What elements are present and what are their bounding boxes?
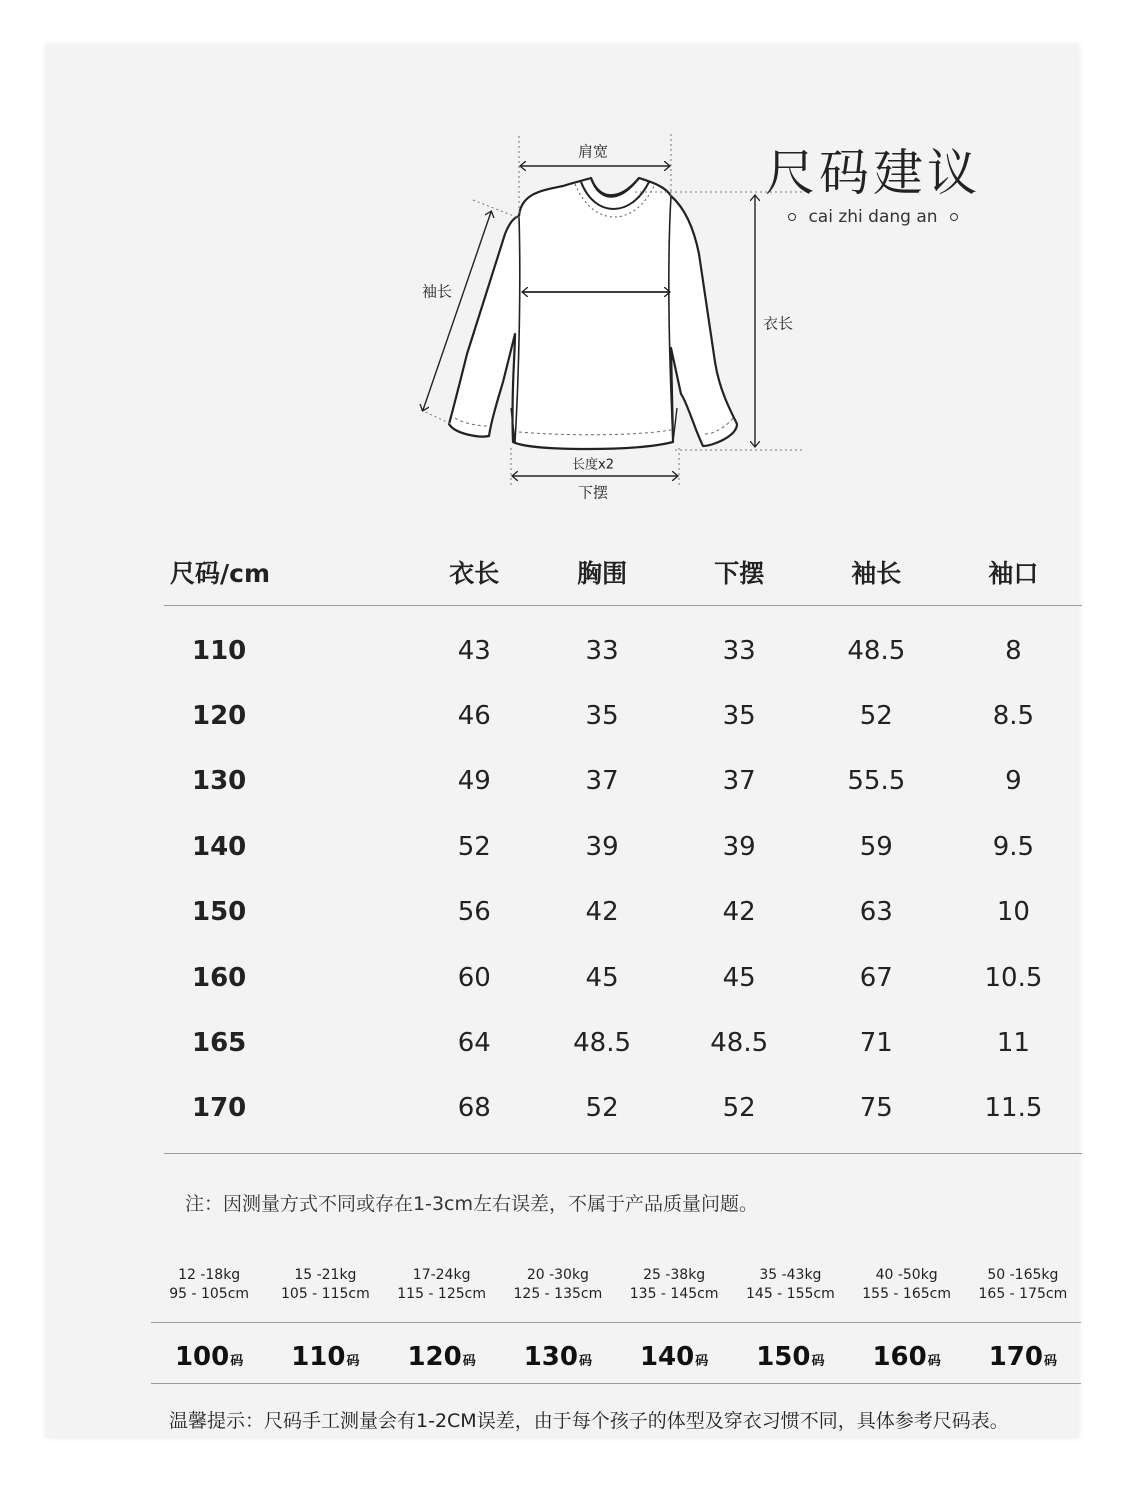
measurement-cell: 45 [722, 962, 756, 993]
height-range: 145 - 155cm [746, 1286, 835, 1302]
measurement-cell: 35 [722, 701, 756, 732]
height-range: 155 - 165cm [862, 1286, 951, 1302]
subtitle-row [753, 207, 993, 227]
measurement-cell: 42 [585, 897, 619, 928]
size-unit: 码 [695, 1354, 709, 1369]
table-row [164, 606, 1082, 684]
page-title: 尺码建议 [765, 144, 981, 202]
measurement-cell: 33 [585, 635, 619, 666]
divider [151, 1322, 1081, 1323]
size-number: 100 [174, 1342, 230, 1372]
measurement-cell: 52 [457, 831, 491, 862]
measurement-cell: 64 [457, 1028, 491, 1059]
body-metric-cell [151, 1266, 267, 1304]
size-unit: 码 [927, 1354, 941, 1369]
size-cell: 170 [192, 1093, 247, 1124]
recommended-size [616, 1342, 732, 1372]
measurement-cell: 9 [1005, 766, 1022, 797]
measurement-cell: 52 [859, 701, 893, 732]
column-header: 下摆 [671, 539, 808, 606]
body-metric-cell [732, 1266, 848, 1304]
measurement-cell: 33 [722, 635, 756, 666]
measurement-cell: 56 [457, 897, 491, 928]
title-block [753, 146, 993, 227]
measurement-note: 注：因测量方式不同或存在1-3cm左右误差，不属于产品质量问题。 [185, 1193, 758, 1215]
measurement-cell: 60 [457, 962, 491, 993]
weight-range: 35 -43kg [759, 1267, 822, 1283]
column-header: 袖长 [808, 539, 945, 606]
measurement-cell: 75 [859, 1093, 893, 1124]
circle-icon [950, 213, 958, 221]
size-number: 120 [407, 1342, 462, 1372]
body-metric-cell [500, 1266, 616, 1304]
measurement-cell: 8.5 [992, 701, 1035, 732]
measurement-cell: 68 [457, 1093, 491, 1124]
body-length-label: 衣长 [762, 314, 794, 333]
table-row [164, 683, 1082, 748]
divider [151, 1383, 1081, 1384]
size-table [164, 539, 1082, 1154]
recommended-size [151, 1342, 267, 1372]
size-cell: 110 [192, 635, 247, 666]
size-cell: 120 [192, 701, 247, 732]
column-header: 衣长 [415, 539, 533, 606]
weight-range: 17-24kg [412, 1267, 471, 1283]
recommended-sizes-row [151, 1337, 1081, 1377]
table-header-row [164, 539, 1082, 606]
circle-icon [788, 213, 796, 221]
body-metric-cell [384, 1266, 500, 1304]
warm-tip: 温馨提示：尺码手工测量会有1-2CM误差，由于每个孩子的体型及穿衣习惯不同，具体参考尺码表。 [169, 1410, 1009, 1432]
size-cell: 130 [192, 766, 247, 797]
body-metric-cell [267, 1266, 383, 1304]
page-subtitle: cai zhi dang an [808, 207, 938, 227]
measurement-cell: 11.5 [984, 1093, 1043, 1124]
weight-range: 40 -50kg [875, 1267, 938, 1283]
weight-range: 12 -18kg [178, 1267, 241, 1283]
measurement-cell: 67 [859, 962, 893, 993]
hem-label: 下摆 [577, 483, 609, 502]
height-range: 115 - 125cm [397, 1286, 486, 1302]
measurement-cell: 11 [996, 1028, 1030, 1059]
measurement-cell: 63 [859, 897, 893, 928]
column-header: 胸围 [534, 539, 671, 606]
size-cell: 140 [192, 831, 247, 862]
height-range: 95 - 105cm [169, 1286, 250, 1302]
shoulder-width-label: 肩宽 [577, 142, 609, 161]
hem-note-label: 长度x2 [572, 457, 614, 473]
size-cell: 150 [192, 897, 247, 928]
recommended-size [500, 1342, 616, 1372]
measurement-cell: 37 [585, 766, 619, 797]
measurement-cell: 39 [722, 831, 756, 862]
size-number: 170 [988, 1342, 1043, 1372]
measurement-cell: 35 [585, 701, 619, 732]
measurement-cell: 48.5 [573, 1028, 632, 1059]
measurement-cell: 8 [1005, 635, 1022, 666]
recommended-size [267, 1342, 383, 1372]
body-metric-cell [965, 1266, 1081, 1304]
measurement-cell: 45 [585, 962, 619, 993]
measurement-cell: 48.5 [710, 1028, 769, 1059]
measurement-cell: 42 [722, 897, 756, 928]
recommended-size [965, 1342, 1081, 1372]
height-range: 135 - 145cm [629, 1286, 719, 1302]
recommended-size [849, 1342, 965, 1372]
measurement-cell: 37 [722, 766, 756, 797]
table-row [164, 1010, 1082, 1075]
body-metrics-row [151, 1266, 1081, 1304]
recommended-size [384, 1342, 500, 1372]
table-row [164, 945, 1082, 1010]
size-unit: 码 [346, 1354, 360, 1369]
size-unit: 码 [1044, 1354, 1058, 1369]
measurement-cell: 48.5 [847, 635, 906, 666]
size-unit: 码 [462, 1354, 476, 1369]
size-guide-card [45, 44, 1079, 1438]
height-range: 105 - 115cm [281, 1286, 370, 1302]
size-number: 130 [523, 1342, 578, 1372]
column-header: 袖口 [945, 539, 1082, 606]
recommended-size [732, 1342, 848, 1372]
size-table-body [164, 606, 1082, 1154]
weight-range: 20 -30kg [526, 1267, 589, 1283]
body-metric-cell [616, 1266, 732, 1304]
measurement-cell: 10 [996, 897, 1030, 928]
size-unit: 码 [230, 1354, 244, 1369]
table-row [164, 749, 1082, 814]
size-number: 150 [756, 1342, 811, 1372]
measurement-cell: 46 [457, 701, 491, 732]
measurement-cell: 52 [585, 1093, 619, 1124]
table-row [164, 1076, 1082, 1154]
table-row [164, 880, 1082, 945]
size-number: 140 [639, 1342, 695, 1372]
weight-range: 15 -21kg [294, 1267, 357, 1283]
measurement-cell: 39 [585, 831, 619, 862]
size-cell: 165 [192, 1028, 247, 1059]
size-unit: 码 [811, 1354, 825, 1369]
measurement-cell: 10.5 [984, 962, 1043, 993]
measurement-cell: 55.5 [847, 766, 906, 797]
table-row [164, 814, 1082, 879]
size-number: 160 [872, 1342, 927, 1372]
measurement-cell: 59 [859, 831, 893, 862]
sleeve-length-label: 袖长 [421, 282, 453, 301]
measurement-cell: 43 [457, 635, 491, 666]
height-range: 165 - 175cm [978, 1286, 1068, 1302]
measurement-cell: 9.5 [992, 831, 1035, 862]
size-unit: 码 [579, 1354, 593, 1369]
measurement-cell: 49 [457, 766, 491, 797]
measurement-cell: 52 [722, 1093, 756, 1124]
body-metric-cell [849, 1266, 965, 1304]
weight-range: 25 -38kg [643, 1267, 706, 1283]
height-range: 125 - 135cm [513, 1286, 603, 1302]
size-number: 110 [291, 1342, 346, 1372]
garment-diagram [395, 124, 815, 514]
column-header: 尺码/cm [164, 539, 415, 606]
size-recommendation [151, 1266, 1081, 1384]
measurement-cell: 71 [859, 1028, 893, 1059]
weight-range: 50 -165kg [987, 1267, 1059, 1283]
size-cell: 160 [192, 962, 247, 993]
